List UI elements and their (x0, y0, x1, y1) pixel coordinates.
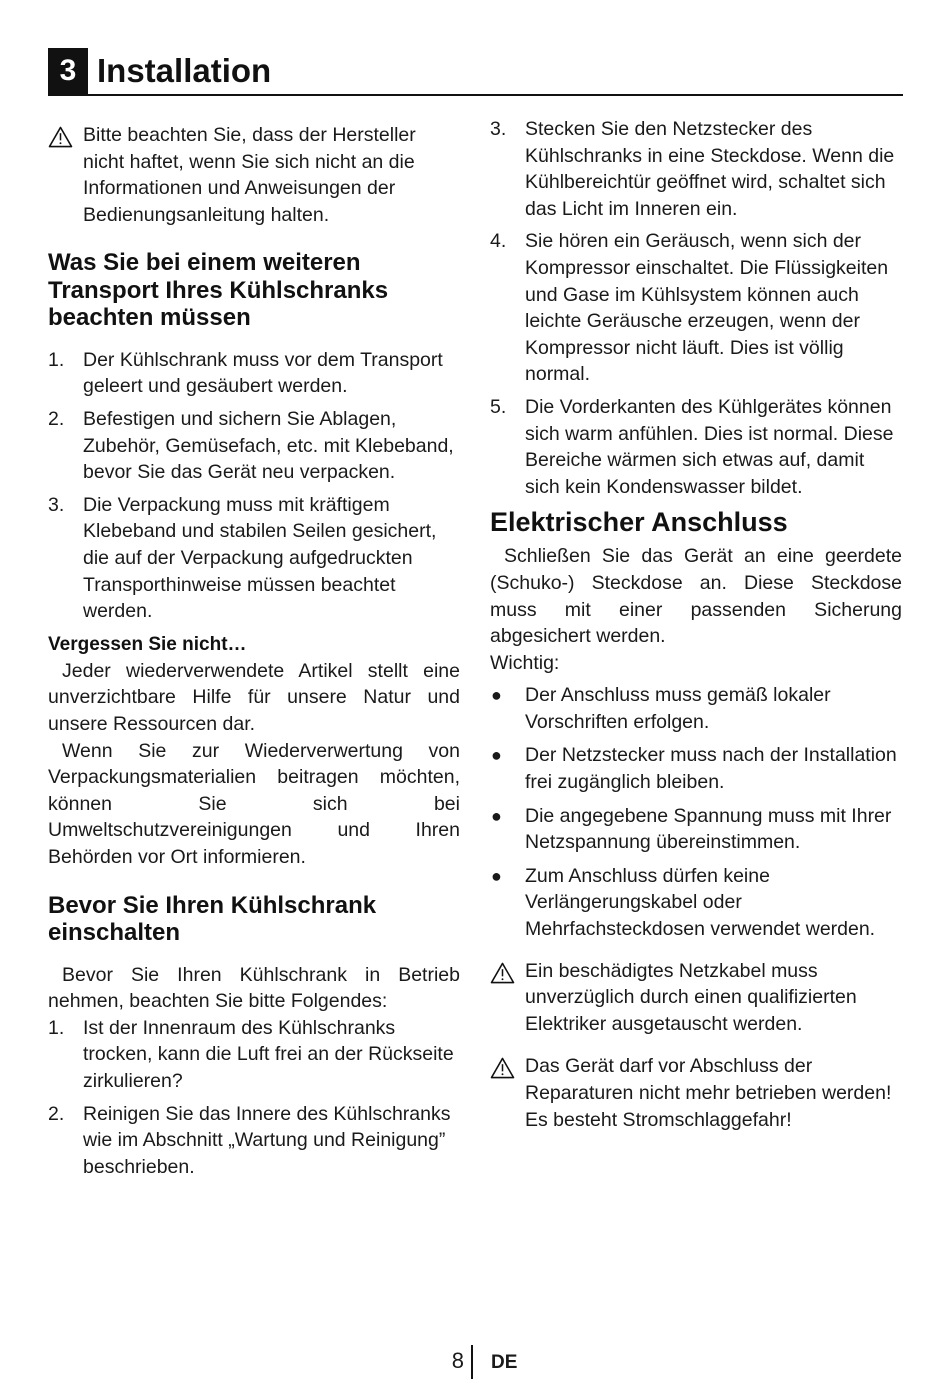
transport-list (48, 347, 460, 625)
item-text: Stecken Sie den Netzstecker des Kühlschranks in eine Steckdose. Wenn die Kühlbereichtür geöffnet wird, schaltet sich das Licht im Inneren ein. (525, 118, 895, 220)
item-text: Befestigen und sichern Sie Ablagen, Zubehör, Gemüsefach, etc. mit Klebeband, bevor Sie das Gerät neu verpacken. (83, 408, 454, 484)
list-item (490, 394, 902, 500)
item-number: 4. (490, 230, 507, 253)
footer-divider (471, 1345, 473, 1379)
list-item (490, 116, 902, 222)
forget-heading: Vergessen Sie nicht… (48, 633, 247, 655)
item-number: 3. (490, 118, 507, 140)
chapter-header (48, 48, 903, 96)
chapter-title: Installation (97, 52, 272, 89)
electric-bullets (490, 682, 902, 942)
list-item (48, 492, 460, 625)
chapter-number: 3 (48, 48, 88, 94)
bullet-dot-icon: ● (491, 745, 502, 766)
before-list-continued (490, 116, 902, 500)
item-text: Ist der Innenraum des Kühlschranks trocken, kann die Luft frei an der Rückseite zirkulieren? (83, 1016, 454, 1092)
before-list (48, 1015, 460, 1181)
bullet-item (490, 863, 902, 943)
forget-paragraph-1: Jeder wiederverwendete Artikel stellt eine unverzichtbare Hilfe für unsere Natur und unsere Ressourcen dar. (48, 659, 460, 735)
bullet-item (490, 803, 902, 856)
important-label: Wichtig: (490, 651, 560, 674)
section-heading-electric: Elektrischer Anschluss (490, 507, 788, 538)
item-text: Die Vorderkanten des Kühlgerätes können sich warm anfühlen. Dies ist normal. Diese Bereiche wärmen sich etwas auf, damit sich kein Kondenswasser bildet. (525, 395, 894, 498)
item-number: 1. (48, 1016, 65, 1039)
page-number: 8 (451, 1348, 464, 1373)
item-number: 1. (48, 348, 65, 371)
item-text: Die Verpackung muss mit kräftigem Klebeband und stabilen Seilen gesichert, die auf der Verpackung aufgedruckten Transporthinweise müssen beachtet werden. (83, 493, 437, 623)
item-number: 3. (48, 493, 65, 516)
bullet-text: Die angegebene Spannung muss mit Ihrer Netzspannung übereinstimmen. (525, 804, 892, 854)
electric-intro: Schließen Sie das Gerät an eine geerdete (Schuko-) Steckdose an. Diese Steckdose muss mit einer passenden Sicherung abgesichert werden. (490, 545, 902, 648)
bullet-text: Der Netzstecker muss nach der Installation frei zugänglich bleiben. (525, 744, 897, 794)
list-item (48, 1101, 460, 1181)
item-number: 5. (490, 395, 507, 418)
bullet-text: Zum Anschluss dürfen keine Verlängerungskabel oder Mehrfachsteckdosen verwendet werden. (525, 864, 876, 941)
forget-paragraph-2: Wenn Sie zur Wiederverwertung von Verpackungsmaterialien beitragen möchten, können Sie sich bei Umweltschutzvereinigungen und Ihren Behörden vor Ort informieren. (48, 739, 460, 868)
list-item (48, 1015, 460, 1095)
warning-text: Ein beschädigtes Netzkabel muss unverzüglich durch einen qualifizierten Elektriker ausgetauscht werden. (525, 959, 857, 1035)
bullet-text: Der Anschluss muss gemäß lokaler Vorschriften erfolgen. (525, 684, 831, 733)
item-number: 2. (48, 1102, 65, 1125)
item-number: 2. (48, 408, 65, 431)
bullet-dot-icon: ● (491, 865, 502, 886)
warning-triangle-icon (490, 962, 515, 984)
language-code: DE (491, 1352, 518, 1373)
item-text: Sie hören ein Geräusch, wenn sich der Kompressor einschaltet. Die Flüssigkeiten und Gase im Kühlsystem können auch leichte Geräusche erzeugen, wenn der Kompressor nicht läuft. Dies ist völlig normal. (525, 230, 889, 386)
item-text: Der Kühlschrank muss vor dem Transport geleert und gesäubert werden. (83, 348, 443, 398)
bullet-dot-icon: ● (491, 805, 502, 826)
bullet-item (490, 742, 902, 795)
left-column (48, 122, 460, 1180)
warning-triangle-icon (490, 1057, 515, 1079)
right-column (490, 116, 902, 1133)
before-intro: Bevor Sie Ihren Kühlschrank in Betrieb nehmen, beachten Sie bitte Folgendes: (48, 963, 460, 1013)
warning-liability (48, 122, 460, 228)
bullet-dot-icon: ● (491, 685, 502, 706)
section-heading-transport: Was Sie bei einem weiteren Transport Ihres Kühlschranks beachten müssen (48, 249, 389, 332)
warning-cable (490, 958, 902, 1038)
warning-text: Bitte beachten Sie, dass der Hersteller nicht haftet, wenn Sie sich nicht an die Informationen und Anweisungen der Bedienungsanleitung halten. (83, 124, 416, 226)
warning-text: Das Gerät darf vor Abschluss der Reparaturen nicht mehr betrieben werden! Es besteht Stromschlaggefahr! (525, 1055, 892, 1131)
section-heading-before: Bevor Sie Ihren Kühlschrank einschalten (48, 891, 377, 947)
list-item (48, 406, 460, 486)
item-text: Reinigen Sie das Innere des Kühlschranks wie im Abschnitt „Wartung und Reinigung” beschrieben. (83, 1102, 451, 1178)
list-item (490, 228, 902, 388)
warning-shock (490, 1053, 902, 1133)
bullet-item (490, 682, 902, 735)
page-footer (0, 1345, 950, 1381)
list-item (48, 347, 460, 400)
warning-triangle-icon (48, 126, 73, 148)
